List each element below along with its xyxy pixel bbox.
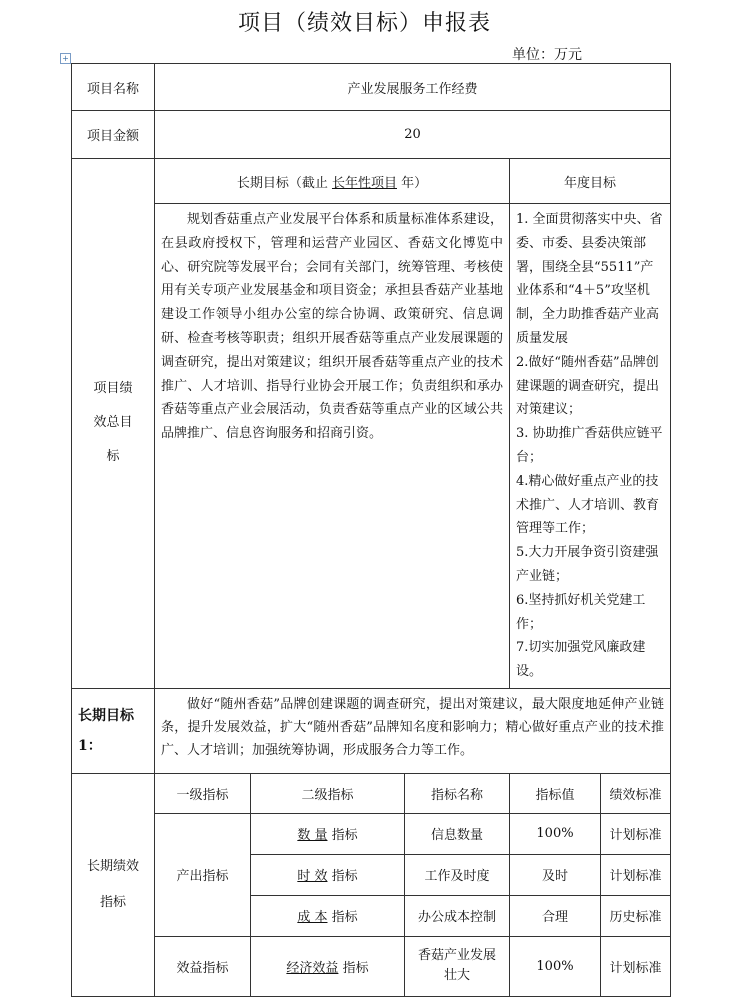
benefit-indicator-label: 效益指标 <box>155 936 251 996</box>
long-term-header: 长期目标（截止 长年性项目 年） <box>155 159 510 204</box>
indicator-value: 100% <box>510 813 601 854</box>
indicator-name: 香菇产业发展壮大 <box>405 936 510 996</box>
level2-cell: 成 本 指标 <box>251 895 405 936</box>
annual-item: 3. 协助推广香菇供应链平台； <box>516 426 663 465</box>
annual-item: 7.切实加强党风廉政建设。 <box>516 640 646 680</box>
output-indicator-label: 产出指标 <box>155 813 251 936</box>
level2-cell: 数 量 指标 <box>251 813 405 854</box>
indicator-value: 100% <box>510 936 601 996</box>
header-value: 指标值 <box>510 773 601 813</box>
indicator-name: 信息数量 <box>405 813 510 854</box>
long-target-label: 长期目标1： <box>72 688 155 773</box>
indicator-standard: 历史标准 <box>601 895 671 936</box>
level2-cell: 时 效 指标 <box>251 854 405 895</box>
project-amount-label: 项目金额 <box>72 111 155 159</box>
annual-item: 4.精心做好重点产业的技术推广、人才培训、教育管理等工作； <box>516 473 660 537</box>
indicator-name: 办公成本控制 <box>405 895 510 936</box>
annual-item: 1. 全面贯彻落实中央、省委、市委、县委决策部署，围绕全县“5511”产业体系和“4＋5”攻坚机制，全力助推香菇产业高质量发展 <box>516 212 663 346</box>
annual-item: 2.做好“随州香菇”品牌创建课题的调查研究，提出对策建议； <box>516 354 660 418</box>
project-name-value: 产业发展服务工作经费 <box>155 64 671 111</box>
indicator-name: 工作及时度 <box>405 854 510 895</box>
project-amount-value: 20 <box>155 111 671 159</box>
indicator-value: 合理 <box>510 895 601 936</box>
header-level2: 二级指标 <box>251 773 405 813</box>
indicator-standard: 计划标准 <box>601 813 671 854</box>
declaration-table <box>71 63 671 997</box>
indicator-row-label: 长期绩效指标 <box>72 773 155 996</box>
header-level1: 一级指标 <box>155 773 251 813</box>
unit-label: 单位：万元 <box>512 47 582 63</box>
project-name-label: 项目名称 <box>72 64 155 111</box>
header-standard: 绩效标准 <box>601 773 671 813</box>
long-target-text: 做好“随州香菇”品牌创建课题的调查研究，提出对策建议，最大限度地延伸产业链条，提升发展效益，扩大“随州香菇”品牌知名度和影响力；精心做好重点产业的技术推广、人才培训；加强统筹协调，形成服务合力等工作。 <box>155 688 671 773</box>
page-title: 项目（绩效目标）申报表 <box>237 11 491 36</box>
long-term-text: 规划香菇重点产业发展平台体系和质量标准体系建设，在县政府授权下，管理和运营产业园区、香菇文化博览中心、研究院等发展平台；会同有关部门，统筹管理、考核使用有关专项产业发展基金和项目资金；承担县香菇产业基地建设工作领导小组办公室的综合协调、政策研究、信息调研、检查考核等职责；组织开展香菇等重点产业发展课题的调查研究，提出对策建议；组织开展香菇等重点产业的技术推广、人才培训、指导行业协会开展工作；负责组织和承办香菇等重点产业会展活动，负责香菇等重点产业的区域公共品牌推广、信息咨询服务和招商引资。 <box>155 204 510 689</box>
header-name: 指标名称 <box>405 773 510 813</box>
annual-item: 5.大力开展争资引资建强产业链； <box>516 545 659 584</box>
indicator-standard: 计划标准 <box>601 936 671 996</box>
annual-item: 6.坚持抓好机关党建工作； <box>516 592 646 632</box>
indicator-standard: 计划标准 <box>601 854 671 895</box>
indicator-value: 及时 <box>510 854 601 895</box>
overall-target-label: 项目绩效总目标 <box>72 159 155 689</box>
annual-target-list <box>510 204 671 689</box>
table-move-handle-icon[interactable]: + <box>60 53 71 64</box>
annual-header: 年度目标 <box>510 159 671 204</box>
level2-cell: 经济效益 指标 <box>251 936 405 996</box>
